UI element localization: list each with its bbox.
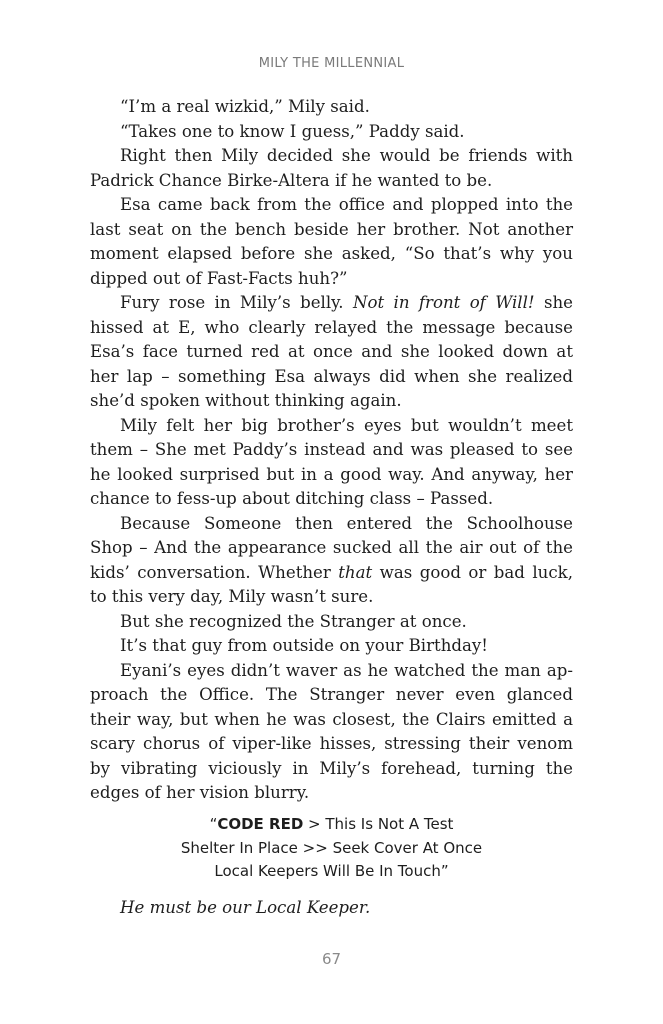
- paragraph: Mily felt her big brother’s eyes but wouldn’t meet them – She met Paddy’s instead and was pleased to see he looked surprised but in a good way. And anyway, her chance to fess-up about ditching class – Passed.: [90, 415, 573, 508]
- paragraph: [90, 291, 573, 414]
- paragraph-text: was good or bad luck, to this very day, Mily wasn’t sure.: [90, 562, 573, 606]
- body-text: [90, 95, 573, 806]
- paragraph-text: Because Someone then entered the Schoolhouse Shop – And the appearance sucked all the air out of the kids’ conversation. Whether: [90, 513, 573, 582]
- paragraph: [90, 512, 573, 610]
- paragraph-text: she hissed at E, who clearly relayed the message because Esa’s face turned red at once and she looked down at her lap – something Esa always did when she realized she’d spoken without thinking again.: [90, 293, 573, 410]
- closing-line: He must be our Local Keeper.: [120, 898, 371, 917]
- paragraph: Right then Mily decided she would be friends with Padrick Chance Birke-Altera if he wanted to be.: [90, 146, 573, 190]
- paragraph: Eyani’s eyes didn’t waver as he watched the man approach the Office. The Stranger never even glanced their way, but when he was closest, the Clairs emitted a scary chorus of viper-like hisses, stressing their venom by vibrating viciously in Mily’s forehead, turning the edges of her vision blurry.: [90, 660, 573, 802]
- alert-line-1-text: > This Is Not A Test: [303, 815, 454, 833]
- code-red-alert: [90, 813, 573, 884]
- alert-line-1: [90, 813, 573, 837]
- running-title: MILY THE MILLENNIAL: [258, 56, 405, 71]
- paragraph: But she recognized the Stranger at once.: [120, 611, 467, 631]
- paragraph-emphasis: Not in front of Will!: [352, 293, 535, 312]
- paragraph: It’s that guy from outside on your Birthday!: [120, 636, 488, 655]
- paragraph: “Takes one to know I guess,” Paddy said.: [120, 121, 465, 141]
- paragraph-text: Fury rose in Mily’s belly.: [120, 293, 353, 312]
- paragraph: “I’m a real wizkid,” Mily said.: [120, 97, 370, 116]
- alert-code: CODE RED: [217, 815, 304, 833]
- page-number: 67: [321, 950, 342, 968]
- alert-line-3: Local Keepers Will Be In Touch”: [214, 862, 449, 880]
- paragraph: Esa came back from the office and plopped into the last seat on the bench beside her brother. Not another moment elapsed before she asked, “So that’s why you dipped out of Fast-Facts huh?”: [90, 195, 573, 288]
- paragraph-emphasis: that: [338, 562, 373, 582]
- alert-open-quote: “: [209, 815, 218, 833]
- alert-line-2: Shelter In Place >> Seek Cover At Once: [180, 838, 483, 857]
